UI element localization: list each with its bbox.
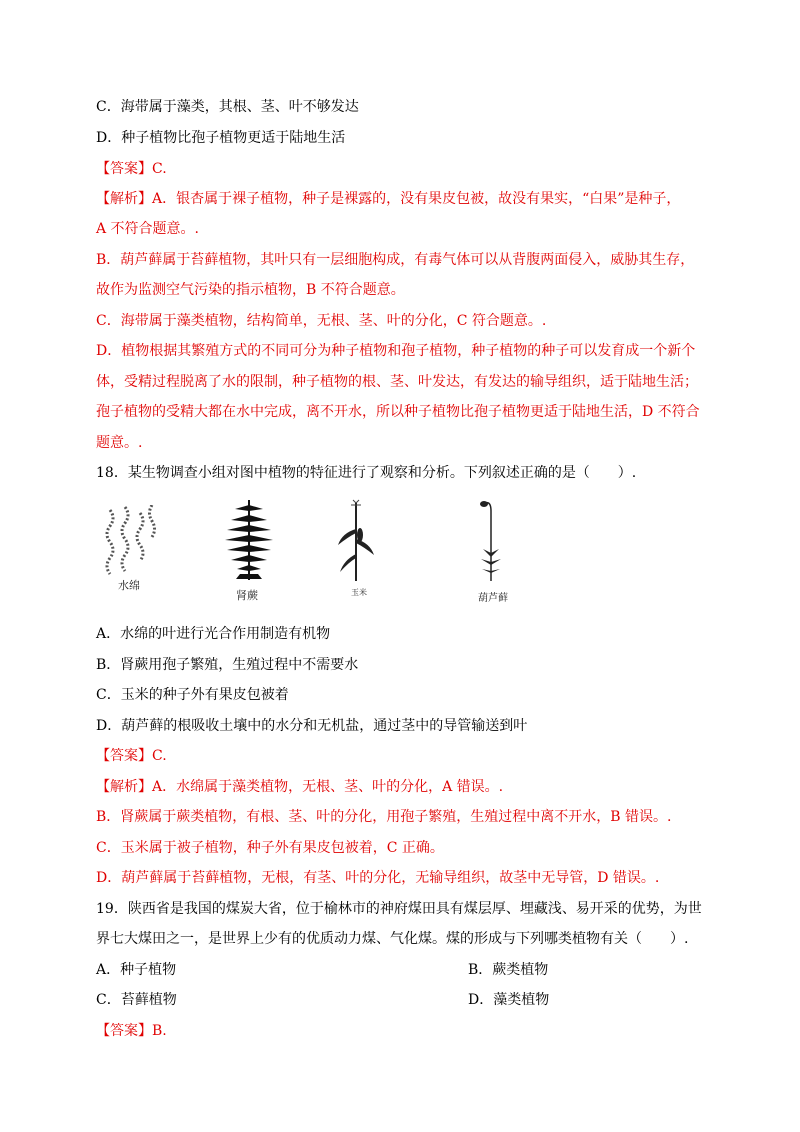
question-19-line-2: 界七大煤田之一，是世界上少有的优质动力煤、气化煤。煤的形成与下列哪类植物有关（ ）. [96, 931, 689, 947]
options-19-row-1 [96, 960, 704, 980]
explanation-18-d: D．葫芦藓属于苔藓植物，无根，有茎、叶的分化，无输导组织，故茎中无导管，D 错误。. [96, 870, 660, 886]
explanation-18-a: 【解析】A．水绵属于藻类植物，无根、茎、叶的分化，A 错误。. [96, 779, 504, 795]
question-18: 18．某生物调查小组对图中植物的特征进行了观察和分析。下列叙述正确的是（ ）. [96, 465, 637, 481]
explanation-line: 【解析】A．银杏属于裸子植物，种子是裸露的，没有果皮包被，故没有果实，“白果”是种子， [96, 191, 681, 207]
moss-illustration [474, 497, 508, 583]
plants-figure [96, 495, 556, 610]
option-19-d: D．藻类植物 [468, 992, 550, 1008]
explanation-line: D．植物根据其繁殖方式的不同可分为种子植物和孢子植物，种子植物的种子可以发育成一个新个 [96, 343, 696, 359]
answer-17: 【答案】C. [96, 161, 167, 177]
explanation-line: B．葫芦藓属于苔藓植物，其叶只有一层细胞构成，有毒气体可以从背腹两面侵入，威胁其生存， [96, 252, 695, 268]
option-19-c: C．苔藓植物 [96, 992, 177, 1008]
explanation-line: 故作为监测空气污染的指示植物，B 不符合题意。 [96, 282, 405, 298]
caption-spirogyra: 水绵 [118, 579, 140, 592]
explanation-line: 孢子植物的受精大都在水中完成，离不开水，所以种子植物比孢子植物更适于陆地生活，D 不符合 [96, 404, 700, 420]
option-18-d: D．葫芦藓的根吸收土壤中的水分和无机盐，通过茎中的导管输送到叶 [96, 718, 528, 734]
explanation-line: A 不符合题意。. [96, 221, 200, 237]
caption-moss: 葫芦藓 [478, 593, 508, 604]
option-19-b: B．蕨类植物 [468, 962, 549, 978]
explanation-line: C．海带属于藻类植物，结构简单，无根、茎、叶的分化，C 符合题意。. [96, 313, 547, 329]
explanation-18-b: B．肾蕨属于蕨类植物，有根、茎、叶的分化，用孢子繁殖，生殖过程中离不开水，B 错误。. [96, 809, 672, 825]
option-19-a: A．种子植物 [96, 962, 177, 978]
option-18-b: B．肾蕨用孢子繁殖，生殖过程中不需要水 [96, 657, 359, 673]
options-19-row-2 [96, 990, 704, 1010]
caption-fern: 肾蕨 [236, 589, 258, 602]
corn-illustration [336, 499, 376, 583]
line-1: C．海带属于藻类，其根、茎、叶不够发达 [96, 99, 359, 115]
explanation-18-c: C．玉米属于被子植物，种子外有果皮包被着，C 正确。 [96, 840, 444, 856]
explanation-line: 题意。. [96, 435, 143, 451]
option-18-a: A．水绵的叶进行光合作用制造有机物 [96, 626, 331, 642]
answer-19: 【答案】B. [96, 1023, 167, 1039]
question-19-line-1: 19．陕西省是我国的煤炭大省，位于榆林市的神府煤田具有煤层厚、埋藏浅、易开采的优势，为世 [96, 901, 702, 917]
caption-corn: 玉米 [351, 588, 367, 597]
fern-illustration [214, 495, 284, 583]
option-18-c: C．玉米的种子外有果皮包被着 [96, 687, 289, 703]
explanation-line: 体，受精过程脱离了水的限制，种子植物的根、茎、叶发达，有发达的输导组织，适于陆地生活； [96, 374, 698, 390]
answer-18: 【答案】C. [96, 748, 167, 764]
line-2: D．种子植物比孢子植物更适于陆地生活 [96, 130, 346, 146]
spirogyra-illustration [100, 505, 160, 585]
